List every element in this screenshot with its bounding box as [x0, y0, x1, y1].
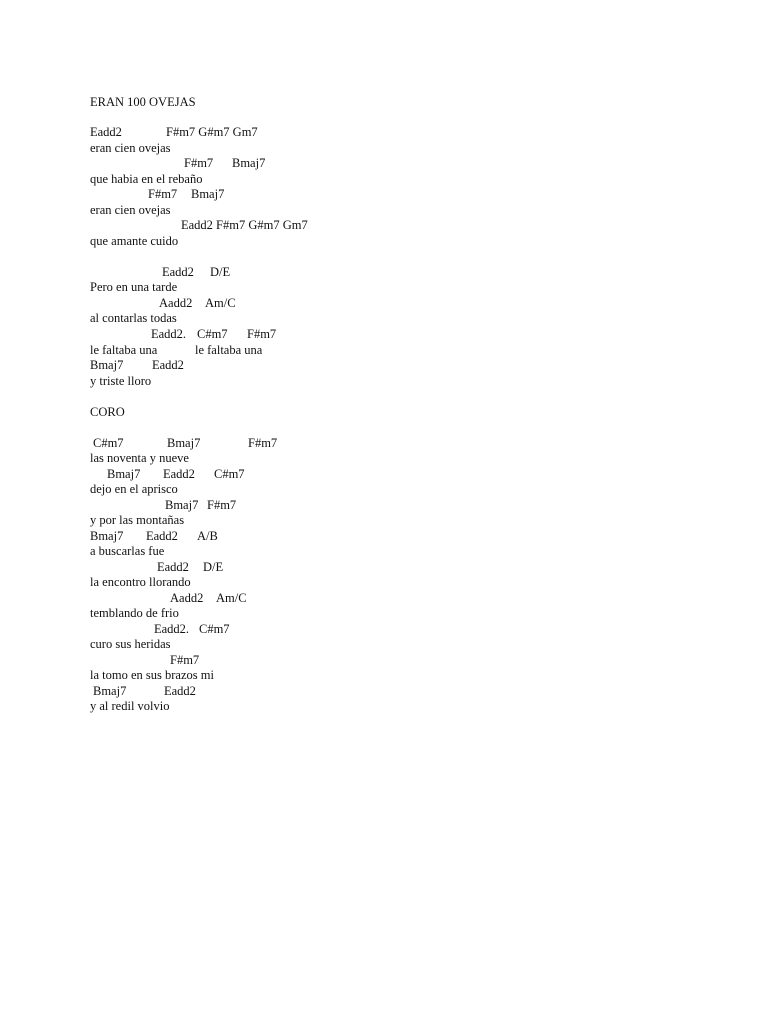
chord: Eadd2	[162, 265, 194, 279]
chord: Eadd2	[90, 125, 122, 139]
chorus-label: CORO	[90, 405, 125, 419]
chord: Eadd2 F#m7 G#m7 Gm7	[181, 218, 308, 232]
chord: C#m7	[214, 467, 245, 481]
chord: Eadd2.	[154, 622, 190, 636]
chord: A/B	[197, 529, 218, 543]
chord: C#m7	[197, 327, 228, 341]
chord: Bmaj7	[93, 684, 127, 698]
lyric-line: temblando de frio	[90, 606, 179, 620]
chord: F#m7	[148, 187, 178, 201]
chord: Bmaj7	[167, 436, 201, 450]
chord: Eadd2	[152, 358, 184, 372]
chord: F#m7	[207, 498, 237, 512]
lyric-line: que habia en el rebaño	[90, 172, 203, 186]
chord: Am/C	[205, 296, 236, 310]
lyric-line: eran cien ovejas	[90, 141, 171, 155]
lyric-line: le faltaba una	[90, 343, 158, 357]
lyric-line: que amante cuido	[90, 234, 179, 248]
lyric-line: al contarlas todas	[90, 311, 177, 325]
chord: Eadd2	[157, 560, 189, 574]
chord: Eadd2	[163, 467, 195, 481]
chord: F#m7	[170, 653, 200, 667]
lyric-line: a buscarlas fue	[90, 544, 165, 558]
chord: Aadd2	[159, 296, 193, 310]
chord: Eadd2	[164, 684, 196, 698]
chord: F#m7	[247, 327, 277, 341]
chord: Bmaj7	[232, 156, 266, 170]
chord: D/E	[210, 265, 231, 279]
lyric-line: la encontro llorando	[90, 575, 191, 589]
chord: C#m7	[199, 622, 230, 636]
chord: Bmaj7	[90, 529, 124, 543]
chord: Bmaj7	[191, 187, 225, 201]
lyric-line: las noventa y nueve	[90, 451, 189, 465]
chord: F#m7	[248, 436, 278, 450]
chord: Am/C	[216, 591, 247, 605]
lyric-line: dejo en el aprisco	[90, 482, 178, 496]
lyric-line: curo sus heridas	[90, 637, 171, 651]
lyric-line: eran cien ovejas	[90, 203, 171, 217]
chord: D/E	[203, 560, 224, 574]
lyric-line: le faltaba una	[195, 343, 263, 357]
song-title: ERAN 100 OVEJAS	[90, 95, 196, 109]
lyric-line: y al redil volvio	[90, 699, 170, 713]
chord: Eadd2	[146, 529, 178, 543]
chord: F#m7	[184, 156, 214, 170]
chord: Bmaj7	[165, 498, 199, 512]
lyric-line: y triste lloro	[90, 374, 152, 388]
chord: Bmaj7	[90, 358, 124, 372]
lyric-line: y por las montañas	[90, 513, 185, 527]
chord: C#m7	[93, 436, 124, 450]
lyric-line: la tomo en sus brazos mi	[90, 668, 214, 682]
lyric-line: Pero en una tarde	[90, 280, 178, 294]
chord: Bmaj7	[107, 467, 141, 481]
chord: Aadd2	[170, 591, 204, 605]
chord: Eadd2.	[151, 327, 187, 341]
chord: F#m7 G#m7 Gm7	[166, 125, 258, 139]
